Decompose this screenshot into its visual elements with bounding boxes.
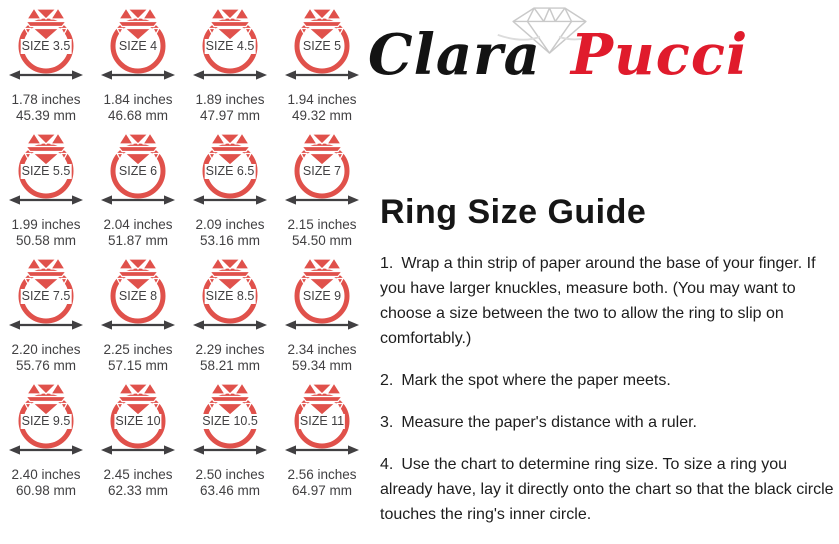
ring-cell — [0, 127, 92, 252]
ring-figure — [92, 5, 184, 86]
ring-size-label: SIZE 5.5 — [21, 164, 71, 178]
step-number: 4. — [380, 456, 394, 473]
ring-inches-value: 2.04 inches — [103, 217, 173, 232]
ring-measurements — [184, 467, 276, 499]
ring-mm-value: 45.39 mm — [15, 108, 77, 123]
ring-size-label: SIZE 7 — [302, 164, 342, 178]
ring-inches-value: 2.15 inches — [287, 217, 357, 232]
page-title: Ring Size Guide — [380, 193, 647, 231]
ring-figure — [184, 5, 276, 86]
ring-size-label: SIZE 4 — [118, 39, 158, 53]
ring-inches-value: 2.45 inches — [103, 467, 173, 482]
step-text: Mark the spot where the paper meets. — [401, 372, 671, 389]
diamond-icon — [117, 258, 159, 290]
ring-size-label: SIZE 10.5 — [202, 414, 258, 428]
ring-measurements — [0, 467, 92, 499]
ring-size-label: SIZE 11 — [299, 414, 345, 428]
ring-cell — [276, 127, 368, 252]
brand-logo — [368, 22, 748, 88]
ring-figure — [92, 255, 184, 336]
ring-size-label: SIZE 5 — [302, 39, 342, 53]
step-number: 1. — [380, 255, 394, 272]
ring-size-label: SIZE 8 — [118, 289, 158, 303]
ring-measurements — [92, 217, 184, 249]
ring-measurements — [0, 217, 92, 249]
ring-cell — [184, 252, 276, 377]
ring-mm-value: 46.68 mm — [107, 108, 169, 123]
ring-cell — [92, 377, 184, 502]
ring-measurements — [276, 92, 368, 124]
ring-figure — [276, 130, 368, 211]
ring-mm-value: 53.16 mm — [199, 233, 261, 248]
ring-mm-value: 54.50 mm — [291, 233, 353, 248]
step-number: 3. — [380, 414, 394, 431]
ring-inches-value: 2.34 inches — [287, 342, 357, 357]
ring-cell — [184, 377, 276, 502]
brand-name-clara: Clara — [368, 22, 541, 88]
ring-inches-value: 1.84 inches — [103, 92, 173, 107]
diamond-icon — [25, 258, 67, 290]
diamond-icon — [117, 383, 159, 415]
ring-cell — [0, 377, 92, 502]
step-text: Wrap a thin strip of paper around the base of your finger. If you have larger knuckles, measure both. (You may want to choose a size between the two to allow the ring to slip on comfortably.) — [380, 255, 816, 347]
instruction-step — [380, 410, 836, 435]
ring-cell — [92, 127, 184, 252]
ring-measurements — [184, 92, 276, 124]
instruction-step — [380, 251, 836, 351]
ring-figure — [0, 380, 92, 461]
ring-mm-value: 63.46 mm — [199, 483, 261, 498]
ring-cell — [184, 2, 276, 127]
ring-measurements — [184, 342, 276, 374]
ring-inches-value: 1.94 inches — [287, 92, 357, 107]
ring-inches-value: 1.78 inches — [11, 92, 81, 107]
ring-measurements — [276, 467, 368, 499]
ring-figure — [276, 5, 368, 86]
ring-inches-value: 1.89 inches — [195, 92, 265, 107]
ring-inches-value: 2.40 inches — [11, 467, 81, 482]
ring-mm-value: 55.76 mm — [15, 358, 77, 373]
diamond-icon — [209, 8, 251, 40]
ring-cell — [276, 2, 368, 127]
diamond-icon — [117, 133, 159, 165]
ring-mm-value: 57.15 mm — [107, 358, 169, 373]
ring-cell — [92, 252, 184, 377]
ring-cell — [276, 252, 368, 377]
ring-size-label: SIZE 7.5 — [21, 289, 71, 303]
ring-figure — [184, 130, 276, 211]
instructions-list — [380, 251, 836, 544]
ring-figure — [276, 255, 368, 336]
ring-inches-value: 1.99 inches — [11, 217, 81, 232]
ring-figure — [184, 255, 276, 336]
diamond-icon — [301, 258, 343, 290]
ring-cell — [184, 127, 276, 252]
ring-size-label: SIZE 4.5 — [205, 39, 255, 53]
ring-size-label: SIZE 8.5 — [205, 289, 255, 303]
ring-mm-value: 59.34 mm — [291, 358, 353, 373]
ring-mm-value: 49.32 mm — [291, 108, 353, 123]
ring-mm-value: 51.87 mm — [107, 233, 169, 248]
ring-cell — [0, 252, 92, 377]
ring-measurements — [276, 217, 368, 249]
diamond-icon — [25, 133, 67, 165]
ring-inches-value: 2.25 inches — [103, 342, 173, 357]
ring-cell — [92, 2, 184, 127]
ring-measurements — [92, 92, 184, 124]
ring-cell — [276, 377, 368, 502]
diamond-icon — [209, 258, 251, 290]
diamond-icon — [301, 133, 343, 165]
ring-measurements — [276, 342, 368, 374]
ring-size-label: SIZE 6.5 — [205, 164, 255, 178]
ring-size-label: SIZE 3.5 — [21, 39, 71, 53]
ring-inches-value: 2.20 inches — [11, 342, 81, 357]
step-number: 2. — [380, 372, 394, 389]
diamond-icon — [209, 383, 251, 415]
diamond-icon — [25, 8, 67, 40]
step-text: Measure the paper's distance with a ruler. — [401, 414, 697, 431]
ring-figure — [184, 380, 276, 461]
diamond-icon — [301, 383, 343, 415]
ring-size-label: SIZE 6 — [118, 164, 158, 178]
ring-inches-value: 2.29 inches — [195, 342, 265, 357]
ring-mm-value: 60.98 mm — [15, 483, 77, 498]
ring-figure — [0, 255, 92, 336]
ring-figure — [92, 380, 184, 461]
ring-figure — [0, 5, 92, 86]
ring-cell — [0, 2, 92, 127]
ring-mm-value: 62.33 mm — [107, 483, 169, 498]
diamond-icon — [301, 8, 343, 40]
diamond-icon — [25, 383, 67, 415]
ring-measurements — [0, 342, 92, 374]
ring-figure — [276, 380, 368, 461]
ring-measurements — [0, 92, 92, 124]
ring-size-label: SIZE 9 — [302, 289, 342, 303]
ring-mm-value: 47.97 mm — [199, 108, 261, 123]
instruction-step — [380, 368, 836, 393]
ring-figure — [0, 130, 92, 211]
diamond-icon — [209, 133, 251, 165]
diamond-icon — [117, 8, 159, 40]
step-text: Use the chart to determine ring size. To size a ring you already have, lay it directly onto the chart so that the black circle touches the ring's inner circle. — [380, 456, 834, 523]
ring-measurements — [92, 467, 184, 499]
ring-size-grid — [0, 2, 368, 502]
ring-measurements — [184, 217, 276, 249]
instruction-step — [380, 452, 836, 527]
ring-inches-value: 2.09 inches — [195, 217, 265, 232]
ring-measurements — [92, 342, 184, 374]
ring-size-label: SIZE 10 — [115, 414, 161, 428]
ring-size-label: SIZE 9.5 — [21, 414, 71, 428]
ring-mm-value: 64.97 mm — [291, 483, 353, 498]
ring-inches-value: 2.50 inches — [195, 467, 265, 482]
ring-inches-value: 2.56 inches — [287, 467, 357, 482]
ring-mm-value: 50.58 mm — [15, 233, 77, 248]
ring-figure — [92, 130, 184, 211]
ring-mm-value: 58.21 mm — [199, 358, 261, 373]
brand-name-pucci: Pucci — [570, 22, 749, 88]
